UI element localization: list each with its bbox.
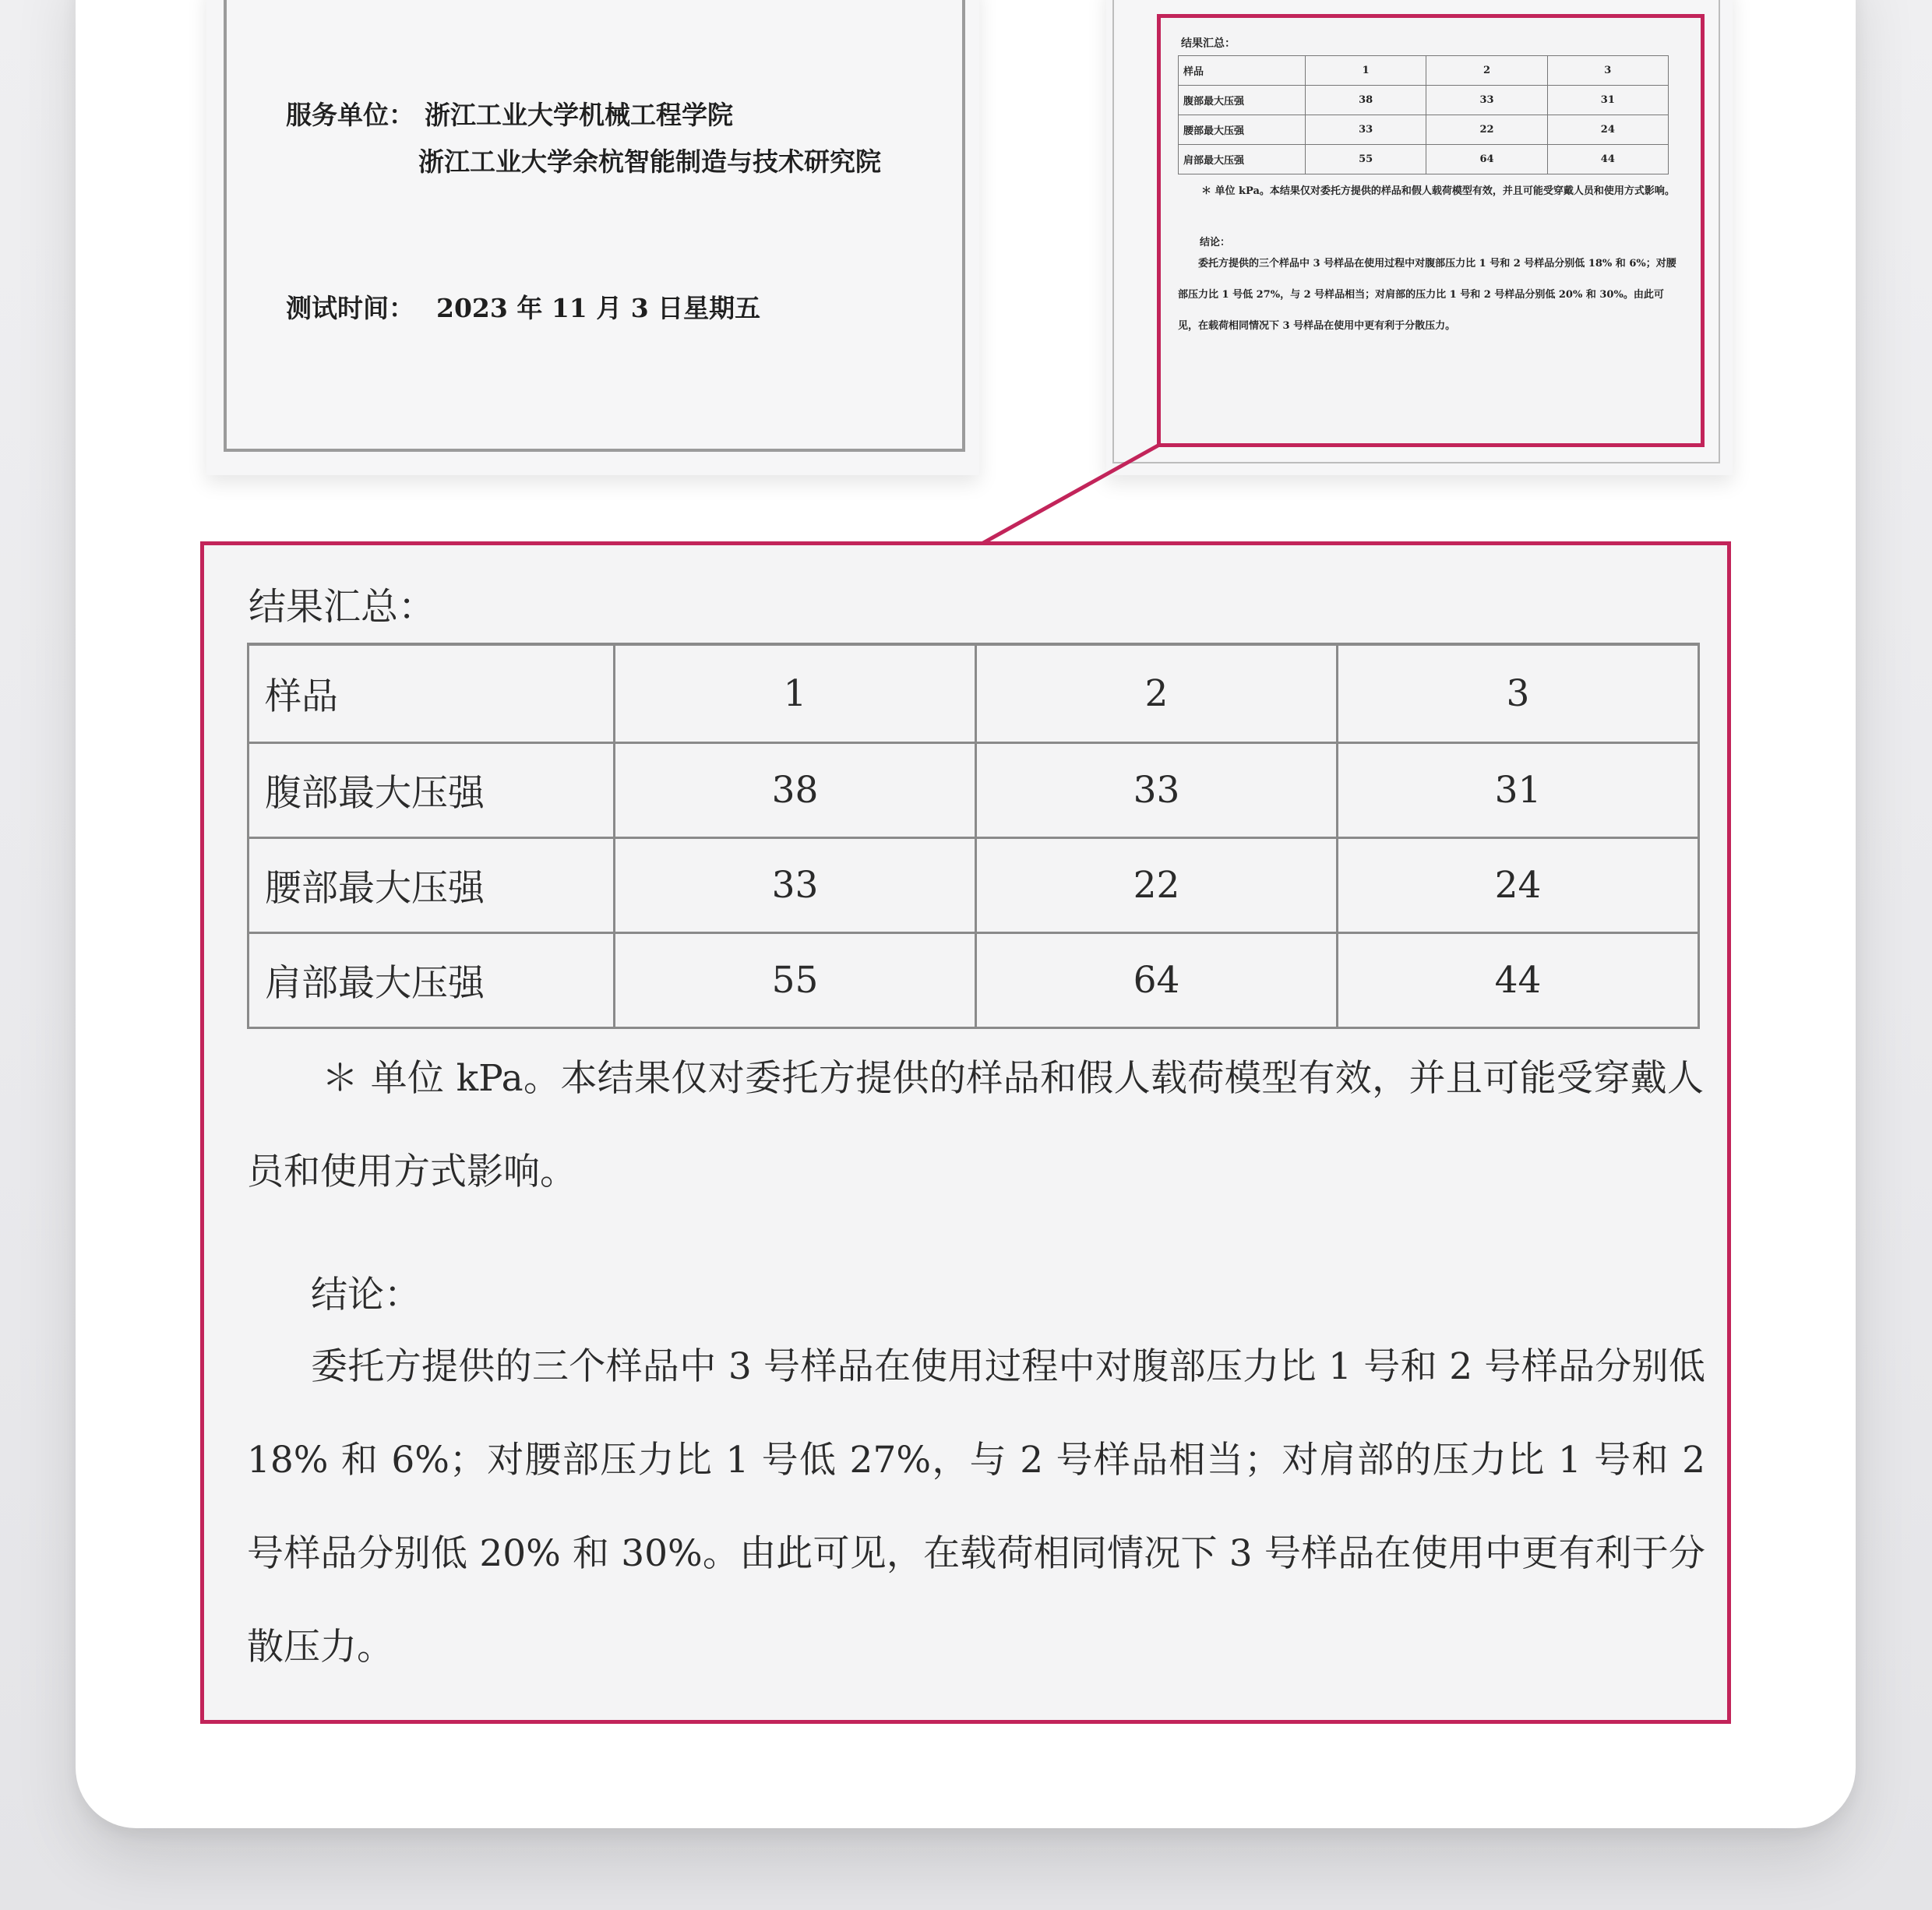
- table-cell: 33: [615, 838, 976, 933]
- mini-cell: 1: [1306, 56, 1426, 86]
- mini-cell: 64: [1426, 145, 1547, 174]
- table-cell: 55: [615, 933, 976, 1028]
- results-table: [247, 643, 1700, 1029]
- mini-table-row: [1179, 56, 1669, 86]
- table-cell: 64: [976, 933, 1338, 1028]
- mini-cell: 3: [1547, 56, 1668, 86]
- header-cell: 3: [1338, 644, 1699, 743]
- table-cell: 22: [976, 838, 1338, 933]
- results-title: 结果汇总：: [249, 585, 436, 629]
- header-cell: 1: [615, 644, 976, 743]
- mini-table-row: [1179, 86, 1669, 115]
- table-row: [249, 838, 1699, 933]
- row-label: 腹部最大压强: [249, 743, 615, 838]
- row-label: 腰部最大压强: [249, 838, 615, 933]
- row-label: 肩部最大压强: [249, 933, 615, 1028]
- conclusion-title: 结论：: [311, 1274, 421, 1316]
- report-cover-page: [206, 0, 979, 475]
- table-cell: 31: [1338, 743, 1699, 838]
- mini-cell: 31: [1547, 86, 1668, 115]
- mini-conclusion: 委托方提供的三个样品中 3 号样品在使用过程中对腹部压力比 1 号和 2 号样品分别低 18% 和 6%；对腰部压力比 1 号低 27%，与 2 号样品相当；对肩部的压力比 1 号和 2 号样品分别低 20% 和 30%。由此可见，在载荷相同情况下 3 号样品在使用中更有利于分散压力。: [1178, 258, 1676, 332]
- service-org-2: 浙江工业大学余杭智能制造与技术研究院: [418, 146, 881, 177]
- table-cell: 38: [615, 743, 976, 838]
- table-header-row: [249, 644, 1699, 743]
- service-org-1: 浙江工业大学机械工程学院: [425, 100, 733, 130]
- mini-highlight-box: [1157, 14, 1705, 447]
- mini-cell: 肩部最大压强: [1179, 145, 1306, 174]
- mini-cell: 腹部最大压强: [1179, 86, 1306, 115]
- mini-cell: 44: [1547, 145, 1668, 174]
- test-time-value: 2023 年 11 月 3 日星期五: [436, 293, 761, 323]
- mini-cell: 2: [1426, 56, 1547, 86]
- mini-cell: 22: [1426, 115, 1547, 145]
- table-cell: 44: [1338, 933, 1699, 1028]
- service-label: 服务单位：: [286, 100, 414, 130]
- mini-cell: 24: [1547, 115, 1668, 145]
- table-row: [249, 933, 1699, 1028]
- header-cell: 样品: [249, 644, 615, 743]
- cover-page-frame: [224, 0, 965, 452]
- mini-results-table: [1178, 55, 1669, 174]
- mini-cell: 腰部最大压强: [1179, 115, 1306, 145]
- header-cell: 2: [976, 644, 1338, 743]
- zoomed-results-panel: [200, 541, 1731, 1724]
- test-time-label: 测试时间：: [286, 293, 414, 323]
- mini-cell: 样品: [1179, 56, 1306, 86]
- mini-conclusion-title: 结论：: [1200, 237, 1231, 248]
- table-row: [249, 743, 1699, 838]
- mini-cell: 38: [1306, 86, 1426, 115]
- mini-cell: 55: [1306, 145, 1426, 174]
- table-cell: 33: [976, 743, 1338, 838]
- mini-cell: 33: [1306, 115, 1426, 145]
- unit-note: ＊ 单位 kPa。本结果仅对委托方提供的样品和假人载荷模型有效，并且可能受穿戴人员和使用方式影响。: [247, 1057, 1704, 1193]
- mini-cell: 33: [1426, 86, 1547, 115]
- mini-note: ＊ 单位 kPa。本结果仅对委托方提供的样品和假人载荷模型有效，并且可能受穿戴人员和使用方式影响。: [1201, 185, 1675, 197]
- table-cell: 24: [1338, 838, 1699, 933]
- mini-table-row: [1179, 145, 1669, 174]
- conclusion-text: 委托方提供的三个样品中 3 号样品在使用过程中对腹部压力比 1 号和 2 号样品分别低 18% 和 6%；对腰部压力比 1 号低 27%，与 2 号样品相当；对肩部的压力比 1 号和 2 号样品分别低 20% 和 30%。由此可见，在载荷相同情况下 3 号样品在使用中更有利于分散压力。: [247, 1345, 1705, 1669]
- mini-table-row: [1179, 115, 1669, 145]
- mini-results-title: 结果汇总：: [1181, 37, 1236, 50]
